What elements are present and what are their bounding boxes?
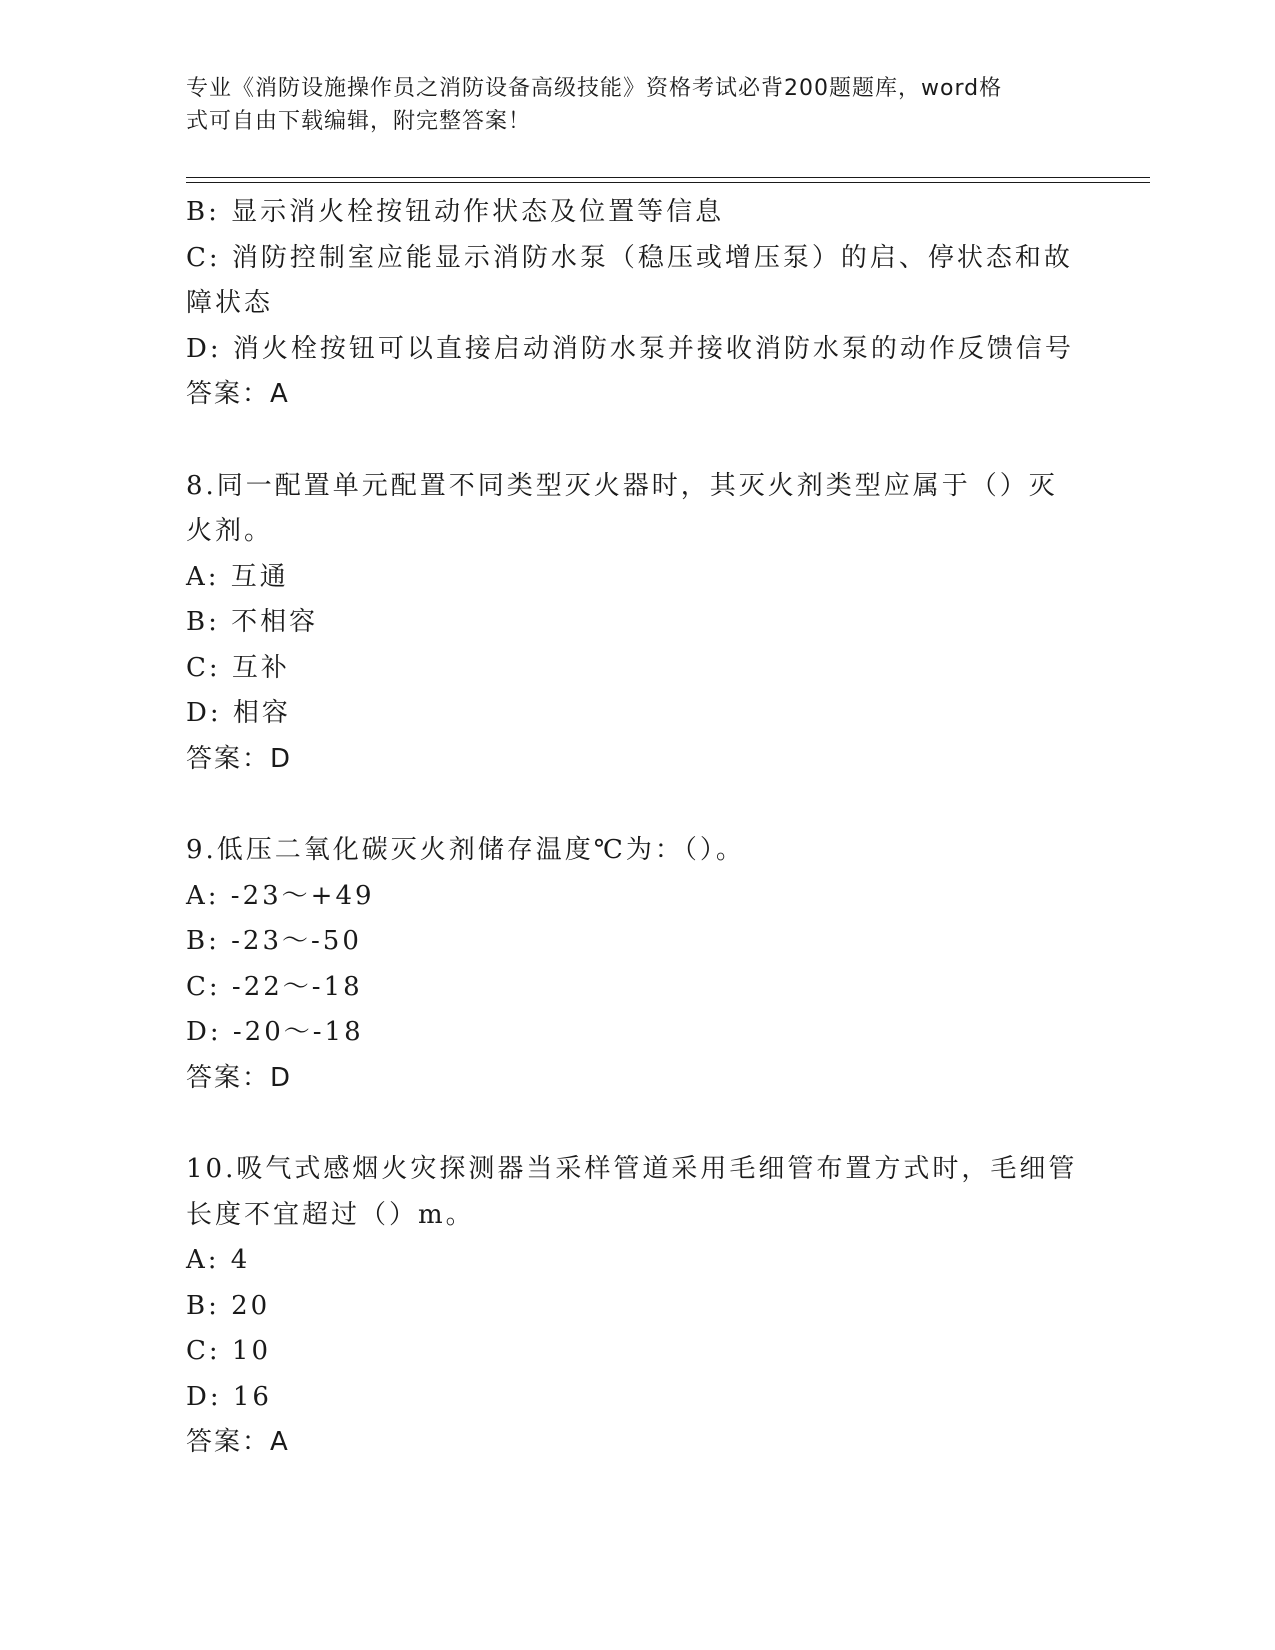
answer: 答案：A [186, 379, 290, 409]
option-a: A: -23～+49 [186, 880, 375, 911]
answer: 答案：D [186, 743, 293, 774]
header-line-2: 式可自由下载编辑，附完整答案！ [186, 109, 532, 134]
option-c: C: 互补 [186, 652, 290, 683]
question-10 [186, 1147, 1086, 1466]
option-c-line-2: 障状态 [186, 288, 274, 318]
question-stem-line-1: 10.吸气式感烟火灾探测器当采样管道采用毛细管布置方式时，毛细管 [186, 1154, 1078, 1184]
option-c-line-1: C: 消防控制室应能显示消防水泵（稳压或增压泵）的启、停状态和故 [186, 242, 1073, 273]
option-a: A: 4 [186, 1245, 251, 1275]
question-stem-line-1: 8.同一配置单元配置不同类型灭火器时，其灭火剂类型应属于（）灭 [186, 470, 1058, 501]
option-d: D: 16 [186, 1381, 272, 1412]
document-header [186, 72, 1086, 138]
option-b: B: -23～-50 [186, 926, 362, 956]
answer: 答案：A [186, 1427, 290, 1457]
spacer [186, 1101, 1086, 1147]
spacer [186, 418, 1086, 464]
header-line-1: 专业《消防设施操作员之消防设备高级技能》资格考试必背200题题库，word格 [186, 76, 1003, 101]
option-d: D: 消火栓按钮可以直接启动消防水泵并接收消防水泵的动作反馈信号 [186, 333, 1074, 364]
option-d: D: 相容 [186, 698, 291, 728]
option-d: D: -20～-18 [186, 1017, 364, 1047]
header-rule-top [186, 177, 1150, 178]
question-8 [186, 464, 1086, 783]
question-stem-line-2: 火剂。 [186, 516, 274, 546]
spacer [186, 782, 1086, 828]
question-stem: 9.低压二氧化碳灭火剂储存温度℃为：（）。 [186, 835, 745, 865]
question-7-continued [186, 190, 1086, 418]
question-stem-line-2: 长度不宜超过（）m。 [186, 1199, 475, 1230]
option-c: C: 10 [186, 1336, 272, 1366]
option-b: B: 不相容 [186, 607, 319, 637]
question-9 [186, 828, 1086, 1101]
option-c: C: -22～-18 [186, 971, 363, 1002]
document-body [186, 190, 1086, 1466]
option-a: A: 互通 [186, 561, 289, 592]
answer: 答案：D [186, 1062, 293, 1093]
option-b: B: 显示消火栓按钮动作状态及位置等信息 [186, 197, 725, 227]
option-b: B: 20 [186, 1290, 271, 1321]
header-rule-bottom [186, 182, 1150, 183]
